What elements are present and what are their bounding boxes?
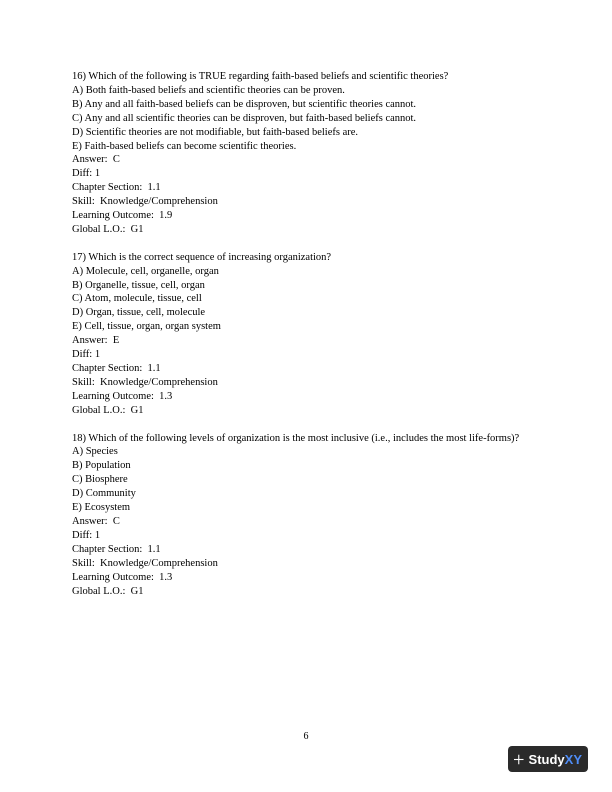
option-a: A) Both faith-based beliefs and scientific theories can be proven.	[72, 84, 345, 96]
option-b: B) Any and all faith-based beliefs can be disproven, but scientific theories cannot.	[72, 98, 417, 110]
brand-name	[529, 753, 582, 766]
option-e: E) Faith-based beliefs can become scientific theories.	[72, 140, 297, 152]
option-b: B) Organelle, tissue, cell, organ	[72, 279, 205, 291]
question-list	[72, 70, 540, 612]
difficulty: Diff: 1	[72, 529, 101, 541]
question-text: 17) Which is the correct sequence of increasing organization?	[72, 251, 332, 263]
skill: Skill: Knowledge/Comprehension	[72, 376, 218, 388]
option-d: D) Scientific theories are not modifiable, but faith-based beliefs are.	[72, 126, 359, 138]
question-17	[72, 251, 540, 418]
option-e: E) Cell, tissue, organ, organ system	[72, 321, 221, 333]
brand-main: Study	[528, 751, 565, 767]
studyxy-badge[interactable]	[508, 746, 588, 772]
skill: Skill: Knowledge/Comprehension	[72, 557, 218, 569]
option-d: D) Organ, tissue, cell, molecule	[72, 307, 206, 319]
learning-outcome: Learning Outcome: 1.9	[72, 210, 173, 222]
answer: Answer: C	[72, 154, 120, 166]
skill: Skill: Knowledge/Comprehension	[72, 196, 218, 208]
chapter-section: Chapter Section: 1.1	[72, 363, 161, 375]
question-text: 16) Which of the following is TRUE regarding faith-based beliefs and scientific theories?	[72, 71, 449, 82]
difficulty: Diff: 1	[72, 168, 101, 180]
option-b: B) Population	[72, 460, 131, 472]
question-text: 18) Which of the following levels of organization is the most inclusive (i.e., includes the most life-forms)?	[72, 432, 520, 444]
answer: Answer: E	[72, 335, 120, 347]
global-lo: Global L.O.: G1	[72, 404, 144, 416]
learning-outcome: Learning Outcome: 1.3	[72, 571, 173, 583]
chapter-section: Chapter Section: 1.1	[72, 182, 161, 194]
question-16	[72, 70, 540, 237]
answer: Answer: C	[72, 515, 120, 527]
option-c: C) Atom, molecule, tissue, cell	[72, 293, 202, 305]
page-number: 6	[303, 731, 309, 742]
option-a: A) Molecule, cell, organelle, organ	[72, 265, 219, 277]
learning-outcome: Learning Outcome: 1.3	[72, 390, 173, 402]
chapter-section: Chapter Section: 1.1	[72, 543, 161, 555]
plus-icon	[514, 753, 524, 766]
brand-accent: XY	[564, 751, 582, 767]
option-c: C) Any and all scientific theories can be disproven, but faith-based beliefs cannot.	[72, 112, 417, 124]
option-c: C) Biosphere	[72, 474, 128, 486]
global-lo: Global L.O.: G1	[72, 585, 144, 597]
option-d: D) Community	[72, 488, 136, 500]
difficulty: Diff: 1	[72, 349, 101, 361]
global-lo: Global L.O.: G1	[72, 223, 144, 235]
question-18	[72, 432, 540, 599]
option-e: E) Ecosystem	[72, 502, 131, 514]
option-a: A) Species	[72, 446, 118, 458]
